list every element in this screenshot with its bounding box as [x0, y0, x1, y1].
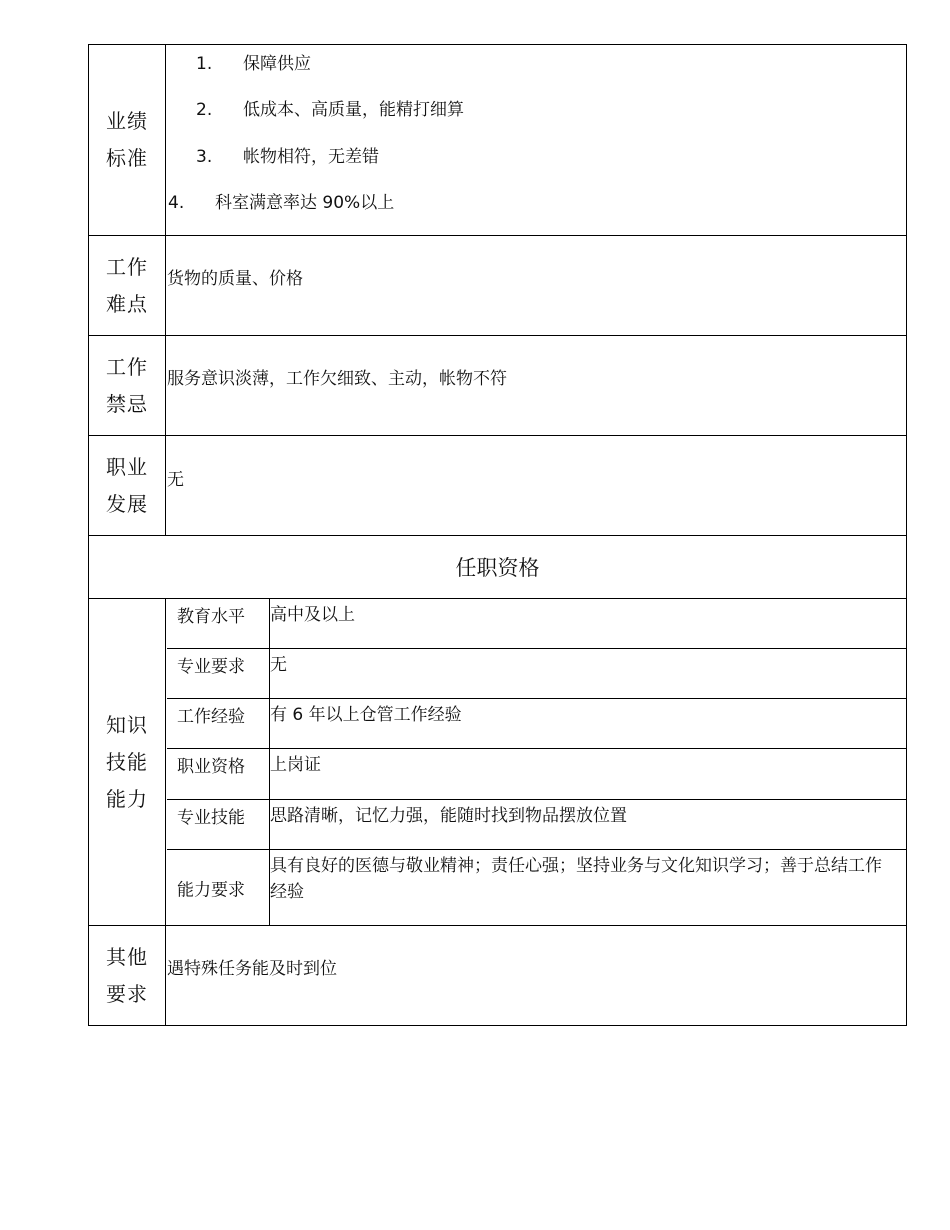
education-key: 教育水平: [177, 607, 245, 627]
table-row: [167, 800, 906, 850]
ability-value: 具有良好的医德与敬业精神；责任心强；坚持业务与文化知识学习；善于总结工作经验: [270, 856, 882, 902]
performance-label: 业绩标准: [89, 45, 166, 235]
taboo-text: 服务意识淡薄，工作欠细致、主动，帐物不符: [167, 369, 507, 389]
list-item: 2. 低成本、高质量，能精打细算: [196, 100, 464, 120]
row-performance-standard: [89, 45, 906, 236]
list-item: 1. 保障供应: [196, 54, 311, 74]
knowledge-skills-label: 知识技能能力: [89, 599, 166, 925]
list-item: 4. 科室满意率达 90%以上: [168, 193, 395, 213]
difficulty-label: 工作难点: [89, 236, 166, 335]
major-value: 无: [270, 655, 287, 675]
other-label: 其他要求: [89, 926, 166, 1026]
career-label: 职业发展: [89, 436, 166, 535]
row-knowledge-skills: [89, 599, 906, 926]
major-key: 专业要求: [177, 657, 245, 677]
difficulty-text: 货物的质量、价格: [167, 269, 303, 289]
row-career-development: [89, 436, 906, 536]
certificate-key: 职业资格: [177, 757, 245, 777]
job-description-table: [88, 44, 907, 1026]
education-value: 高中及以上: [270, 605, 355, 625]
other-text: 遇特殊任务能及时到位: [167, 959, 337, 979]
taboo-label: 工作禁忌: [89, 336, 166, 435]
ability-key: 能力要求: [177, 880, 245, 901]
certificate-value: 上岗证: [270, 755, 321, 775]
table-row: [167, 599, 906, 649]
list-item: 3. 帐物相符，无差错: [196, 147, 379, 167]
performance-list: [167, 45, 906, 235]
row-work-taboo: [89, 336, 906, 436]
skills-value: 思路清晰，记忆力强，能随时找到物品摆放位置: [270, 806, 627, 826]
table-row: [167, 850, 906, 926]
skills-key: 专业技能: [177, 808, 245, 828]
table-row: [167, 699, 906, 749]
experience-key: 工作经验: [177, 707, 245, 727]
experience-value: 有 6 年以上仓管工作经验: [270, 705, 462, 725]
qualifications-title: 任职资格: [455, 556, 540, 580]
table-row: [167, 749, 906, 800]
row-other-requirements: [89, 926, 906, 1026]
row-qualifications-title: [89, 536, 906, 599]
table-row: [167, 649, 906, 699]
row-work-difficulty: [89, 236, 906, 336]
career-text: 无: [167, 470, 184, 490]
